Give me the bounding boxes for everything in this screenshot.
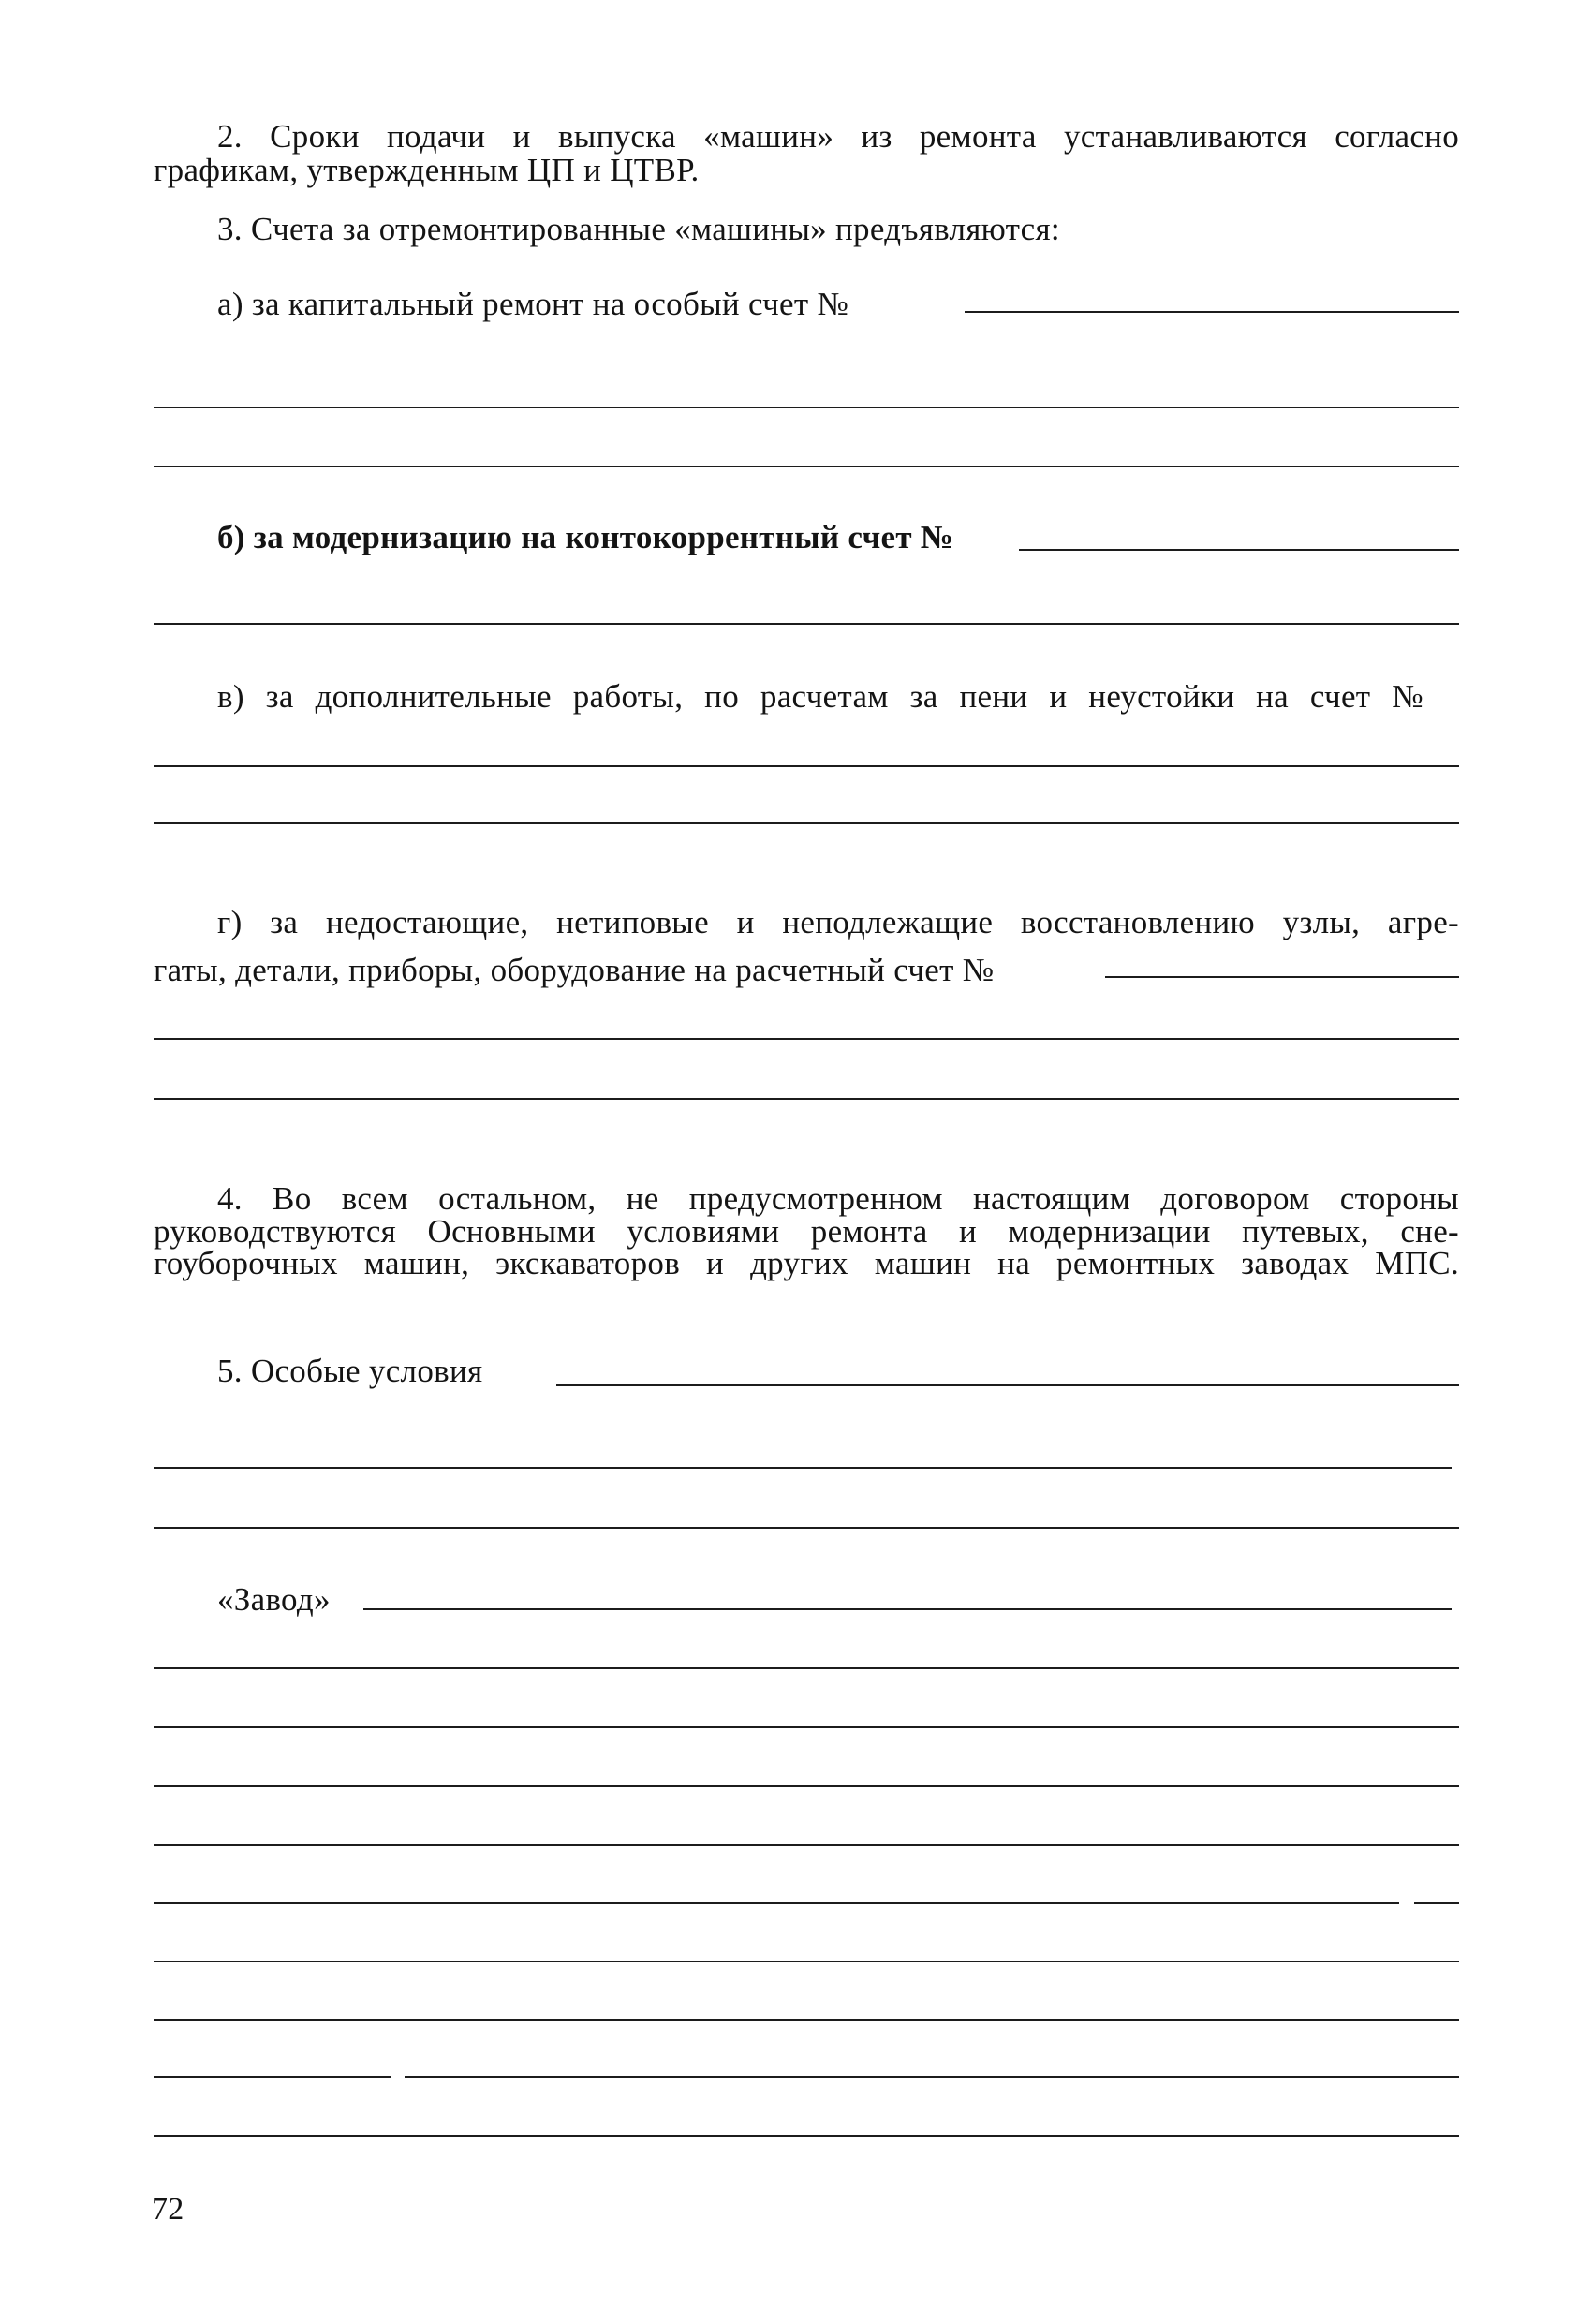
- factory-blank-line-4[interactable]: [154, 1844, 1459, 1846]
- factory-label: «Завод»: [217, 1581, 331, 1618]
- page-number: 72: [152, 2192, 184, 2227]
- item-3g-fill-line[interactable]: [1105, 976, 1459, 978]
- factory-blank-line-6[interactable]: [154, 1961, 1459, 1962]
- factory-blank-line-5b[interactable]: [1414, 1902, 1459, 1904]
- item-3v-blank-line-1[interactable]: [154, 765, 1459, 767]
- item-3a-fill-line[interactable]: [965, 311, 1459, 313]
- item-3g-blank-line-1[interactable]: [154, 1038, 1459, 1040]
- item-2-line-1: 2. Сроки подачи и выпуска «машин» из ремонта устанавливаются согласно: [217, 118, 1459, 155]
- item-5-fill-line[interactable]: [556, 1384, 1459, 1386]
- item-3b-blank-line-1[interactable]: [154, 623, 1459, 625]
- factory-blank-line-3[interactable]: [154, 1785, 1459, 1787]
- factory-blank-line-8a[interactable]: [154, 2076, 391, 2078]
- item-3a-label: а) за капитальный ремонт на особый счет №: [217, 286, 849, 322]
- item-4-line-3: гоуборочных машин, экскаваторов и других машин на ремонтных заводах МПС.: [154, 1245, 1459, 1281]
- factory-blank-line-9[interactable]: [154, 2135, 1459, 2137]
- item-3g-line-1: г) за недостающие, нетиповые и неподлежащие восстановлению узлы, агре-: [217, 904, 1459, 940]
- item-5-blank-line-1[interactable]: [154, 1467, 1452, 1469]
- item-3b-fill-line[interactable]: [1019, 549, 1459, 551]
- item-3g-blank-line-2[interactable]: [154, 1098, 1459, 1100]
- item-3v-blank-line-2[interactable]: [154, 822, 1459, 824]
- item-4-line-2: руководствуются Основными условиями ремонта и модернизации путевых, сне-: [154, 1213, 1459, 1250]
- factory-blank-line-8b[interactable]: [405, 2076, 1459, 2078]
- item-5-blank-line-2[interactable]: [154, 1527, 1459, 1529]
- item-3g-line-2: гаты, детали, приборы, оборудование на расчетный счет №: [154, 952, 995, 988]
- item-3a-blank-line-2[interactable]: [154, 466, 1459, 467]
- item-3-heading: 3. Счета за отремонтированные «машины» предъявляются:: [217, 211, 1060, 247]
- factory-blank-line-2[interactable]: [154, 1726, 1459, 1728]
- item-2-line-2: графикам, утвержденным ЦП и ЦТВР.: [154, 152, 700, 188]
- factory-fill-line[interactable]: [363, 1608, 1452, 1610]
- factory-blank-line-5a[interactable]: [154, 1902, 1399, 1904]
- factory-blank-line-1[interactable]: [154, 1667, 1459, 1669]
- factory-blank-line-7[interactable]: [154, 2019, 1459, 2021]
- item-4-line-1: 4. Во всем остальном, не предусмотренном настоящим договором стороны: [217, 1180, 1459, 1217]
- item-3a-blank-line-1[interactable]: [154, 407, 1459, 408]
- item-3b-label: б) за модернизацию на контокоррентный счет №: [217, 519, 954, 555]
- item-3v-label: в) за дополнительные работы, по расчетам за пени и неустойки на счет №: [217, 678, 1423, 715]
- item-5-label: 5. Особые условия: [217, 1353, 483, 1389]
